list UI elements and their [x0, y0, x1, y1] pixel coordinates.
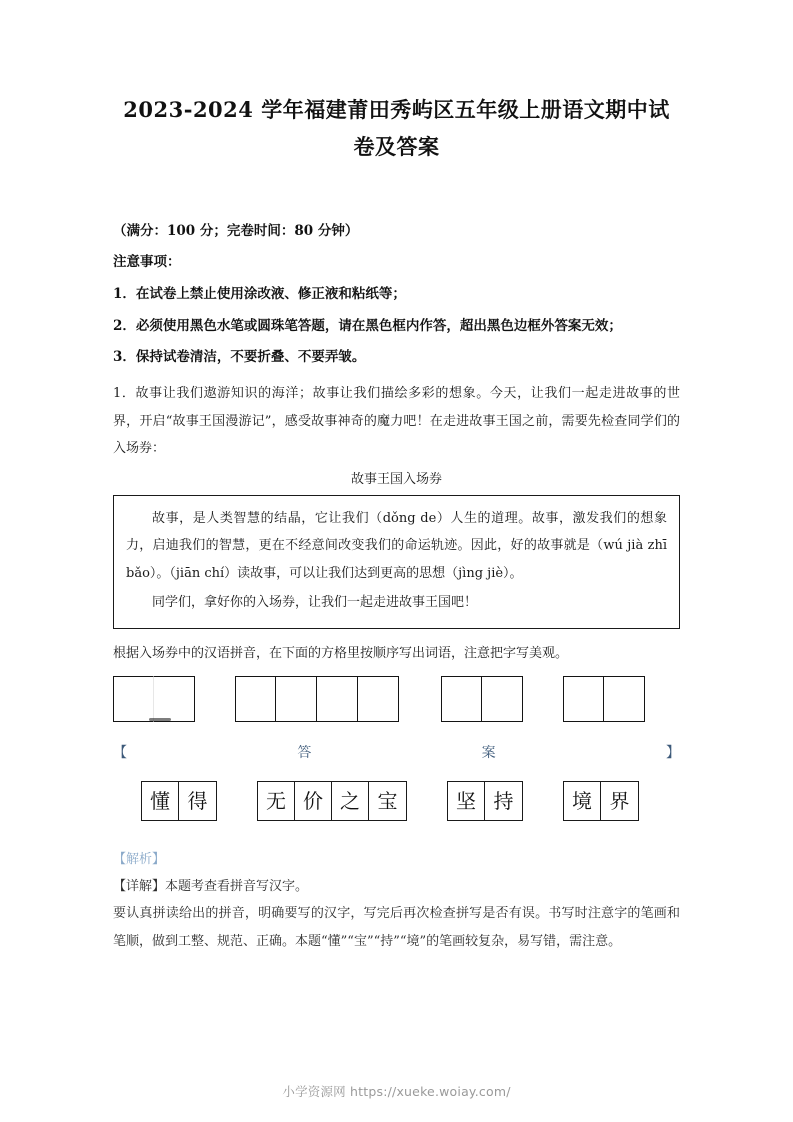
- answer-char-cell: 之: [332, 782, 369, 820]
- footer-watermark: 小学资源网 https://xueke.woiay.com/: [282, 1084, 511, 1099]
- score-and-time: （满分：100 分；完卷时间：80 分钟）: [113, 222, 359, 239]
- ticket-passage-box: [113, 495, 680, 629]
- analysis-explanation: 要认真拼读给出的拼音，明确要写的汉字，写完后再次检查拼写是否有误。书写时注意字的笔画和笔顺，做到工整、规范、正确。本题“懂”“宝”“持”“境”的笔画较复杂，易写错，需注意。: [113, 906, 680, 949]
- blank-cell[interactable]: [317, 676, 358, 722]
- blank-cell[interactable]: [113, 676, 154, 722]
- answer-label-part-2: 案: [481, 744, 496, 761]
- analysis-detail-line: 【详解】本题考查看拼音写汉字。: [113, 878, 309, 894]
- blank-cell[interactable]: [441, 676, 482, 722]
- blank-writing-grids[interactable]: [113, 676, 680, 728]
- exam-meta-block: [113, 216, 680, 375]
- blank-grid-1[interactable]: [113, 676, 195, 722]
- notice-item-1: 1．在试卷上禁止使用涂改液、修正液和粘纸等；: [113, 285, 406, 302]
- notice-heading: 注意事项：: [113, 254, 181, 271]
- ticket-paragraph-1: 故事，是人类智慧的结晶，它让我们（dǒng de）人生的道理。故事，激发我们的想象力，启迪我们的智慧，更在不经意间改变我们的命运轨迹。因此，好的故事就是（wú jià zhī bǎo）。（jiān chí）读故事，可以让我们达到更高的思想（jìng jiè）。: [126, 510, 667, 581]
- answer-char-cell: 得: [187, 788, 208, 813]
- question-1-stem: 1．故事让我们遨游知识的海洋；故事让我们描绘多彩的想象。今天，让我们一起走进故事的世界，开启“故事王国漫游记”，感受故事神奇的魔力吧！在走进故事王国之前，需要先检查同学们的入场券：: [113, 386, 680, 457]
- answer-marker: [113, 740, 680, 764]
- answer-grid-3: [447, 781, 523, 821]
- question-1-prompt: 根据入场券中的汉语拼音，在下面的方格里按顺序写出词语，注意把字写美观。: [113, 645, 569, 661]
- answer-char-cell: 价: [295, 782, 332, 820]
- blank-cell[interactable]: [276, 676, 317, 722]
- ticket-title: 故事王国入场券: [350, 471, 442, 487]
- ticket-paragraph-2: 同学们，拿好你的入场券，让我们一起走进故事王国吧！: [152, 595, 478, 611]
- answer-char-cell: 宝: [377, 788, 398, 813]
- answer-grid-1: [141, 781, 217, 821]
- answer-bracket-close: 】: [665, 744, 680, 761]
- answer-char-cell: 无: [258, 782, 295, 820]
- blank-cell[interactable]: [482, 676, 523, 722]
- answer-bracket-open: 【: [113, 744, 127, 761]
- analysis-body: [113, 873, 680, 956]
- notice-item-2: 2．必须使用黑色水笔或圆珠笔答题，请在黑色框内作答，超出黑色边框外答案无效；: [113, 317, 622, 334]
- answer-grid-4: [563, 781, 639, 821]
- blank-grid-3[interactable]: [441, 676, 523, 722]
- blank-cell[interactable]: [235, 676, 276, 722]
- blank-cell[interactable]: [154, 676, 195, 722]
- blank-cell[interactable]: [604, 676, 645, 722]
- answer-char-cell: 持: [493, 788, 514, 813]
- answer-char-cell: 坚: [448, 782, 485, 820]
- answer-grid-2: [257, 781, 407, 821]
- blank-grid-2[interactable]: [235, 676, 399, 722]
- analysis-tag: 【解析】: [113, 851, 166, 867]
- answer-word-grids: [113, 778, 680, 824]
- answer-char-cell: 界: [609, 788, 630, 813]
- blank-cell[interactable]: [563, 676, 604, 722]
- answer-char-cell: 懂: [142, 782, 179, 820]
- blank-grid-4[interactable]: [563, 676, 645, 722]
- page-title: 2023-2024 学年福建莆田秀屿区五年级上册语文期中试卷及答案: [123, 97, 670, 159]
- blank-cell[interactable]: [358, 676, 399, 722]
- notice-item-3: 3．保持试卷清洁，不要折叠、不要弄皱。: [113, 349, 366, 366]
- answer-char-cell: 境: [564, 782, 601, 820]
- answer-label-part-1: 答: [297, 744, 312, 761]
